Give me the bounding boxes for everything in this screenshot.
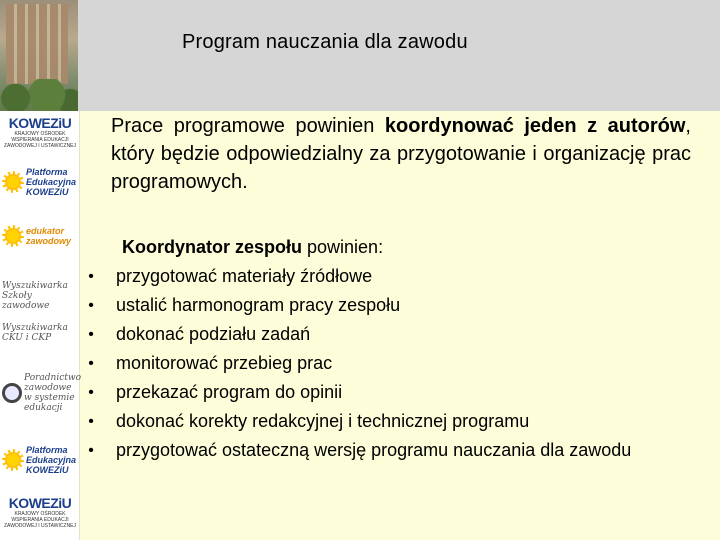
task-text: przygotować materiały źródłowe — [116, 266, 373, 286]
koweziu-logo-top[interactable] — [3, 115, 77, 149]
trees-image — [0, 79, 78, 111]
platforma-logo-text-2: Platforma Edukacyjna KOWEZiU — [26, 445, 77, 475]
bullet-icon: • — [88, 326, 94, 343]
task-text: monitorować przebieg prac — [116, 353, 333, 373]
bullet-icon: • — [88, 268, 94, 285]
wyszukiwarka-cku-logo[interactable] — [2, 323, 78, 343]
koweziu-logo-subtitle-2: KRAJOWY OŚRODEK WSPIERANIA EDUKACJI ZAWODOWEJ I USTAWICZNEJ — [3, 511, 77, 529]
task-item — [84, 378, 704, 407]
task-item — [84, 436, 704, 465]
platforma-edukacyjna-logo[interactable] — [2, 167, 78, 197]
task-item — [84, 349, 704, 378]
coordinator-task-list — [84, 262, 704, 465]
bullet-icon: • — [88, 355, 94, 372]
sun-icon — [2, 225, 24, 247]
logo-sidebar — [0, 111, 80, 540]
building-image — [6, 4, 68, 84]
koweziu-logo-text: KOWEZiU — [8, 115, 72, 131]
task-item — [84, 262, 704, 291]
coordinator-lead-bold: Koordynator zespołu — [122, 237, 303, 257]
koweziu-logo-subtitle: KRAJOWY OŚRODEK WSPIERANIA EDUKACJI ZAWODOWEJ I USTAWICZNEJ — [3, 131, 77, 149]
task-item — [84, 320, 704, 349]
intro-text-2: , który będzie odpowiedzialny za przygotowanie i organizację prac programowych. — [111, 115, 691, 193]
platforma-edukacyjna-logo-2[interactable] — [2, 445, 78, 475]
task-text: dokonać korekty redakcyjnej i technicznej programu — [116, 411, 530, 431]
intro-paragraph — [111, 112, 691, 196]
wyszukiwarka-szkoly-logo[interactable] — [2, 281, 78, 311]
edukator-logo-text: edukator zawodowy — [26, 226, 72, 246]
bullet-icon: • — [88, 442, 94, 459]
coordinator-lead-rest: powinien: — [302, 237, 384, 257]
task-text: przekazać program do opinii — [116, 382, 343, 402]
wyszukiwarka-cku-text: Wyszukiwarka CKU i CKP — [2, 323, 68, 343]
wyszukiwarka-szkoly-text: Wyszukiwarka Szkoły zawodowe — [2, 281, 68, 311]
platforma-logo-text: Platforma Edukacyjna KOWEZiU — [26, 167, 77, 197]
koweziu-logo-bottom[interactable] — [3, 495, 77, 529]
task-item — [84, 291, 704, 320]
intro-text-1: Prace programowe powinien — [111, 115, 385, 137]
slide-title: Program nauczania dla zawodu — [182, 31, 468, 53]
intro-bold-text: koordynować jeden z autorów — [384, 115, 686, 137]
coordinator-lead — [122, 236, 383, 258]
header-building-photo — [0, 0, 78, 111]
task-text: ustalić harmonogram pracy zespołu — [116, 295, 401, 315]
task-text: dokonać podziału zadań — [116, 324, 311, 344]
sun-icon — [2, 449, 24, 471]
bullet-icon: • — [88, 297, 94, 314]
poradnictwo-logo-text: Poradnictwo zawodowe w systemie edukacji — [24, 373, 81, 413]
magnifier-icon — [2, 383, 22, 403]
koweziu-logo-text-2: KOWEZiU — [8, 495, 72, 511]
bullet-icon: • — [88, 413, 94, 430]
sun-icon — [2, 171, 24, 193]
edukator-zawodowy-logo[interactable] — [2, 225, 78, 247]
poradnictwo-zawodowe-logo[interactable] — [2, 373, 81, 413]
bullet-icon: • — [88, 384, 94, 401]
task-text: przygotować ostateczną wersję programu nauczania dla zawodu — [116, 440, 632, 460]
header-bar — [0, 0, 720, 111]
task-item — [84, 407, 704, 436]
